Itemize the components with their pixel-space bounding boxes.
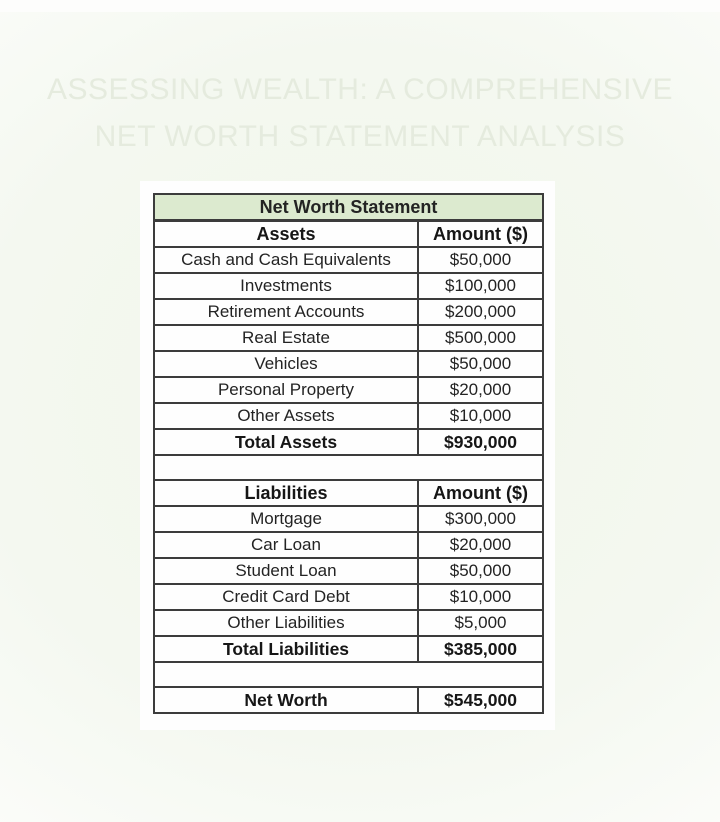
liabilities-amount-column-header: Amount ($) <box>418 480 543 506</box>
table-row <box>154 377 543 403</box>
table-row <box>154 299 543 325</box>
liability-label: Mortgage <box>154 506 418 532</box>
assets-amount-column-header: Amount ($) <box>418 221 543 248</box>
page-top-margin <box>0 0 720 12</box>
net-worth-row <box>154 687 543 713</box>
empty-spacer-cell <box>154 455 543 480</box>
liability-amount: $5,000 <box>418 610 543 636</box>
table-row <box>154 610 543 636</box>
total-liabilities-amount: $385,000 <box>418 636 543 662</box>
net-worth-amount: $545,000 <box>418 687 543 713</box>
asset-label: Other Assets <box>154 403 418 429</box>
spacer-row <box>154 662 543 687</box>
total-liabilities-row <box>154 636 543 662</box>
table-row <box>154 247 543 273</box>
asset-label: Retirement Accounts <box>154 299 418 325</box>
table-row <box>154 325 543 351</box>
asset-label: Investments <box>154 273 418 299</box>
asset-amount: $100,000 <box>418 273 543 299</box>
assets-column-header: Assets <box>154 221 418 248</box>
asset-amount: $50,000 <box>418 351 543 377</box>
net-worth-statement-table <box>153 193 544 714</box>
table-row <box>154 273 543 299</box>
table-row <box>154 403 543 429</box>
assets-header-row <box>154 221 543 248</box>
total-assets-label: Total Assets <box>154 429 418 455</box>
liability-label: Other Liabilities <box>154 610 418 636</box>
total-assets-row <box>154 429 543 455</box>
net-worth-label: Net Worth <box>154 687 418 713</box>
spacer-row <box>154 455 543 480</box>
asset-label: Personal Property <box>154 377 418 403</box>
table-title: Net Worth Statement <box>154 194 543 221</box>
liability-amount: $10,000 <box>418 584 543 610</box>
table-row <box>154 558 543 584</box>
asset-label: Vehicles <box>154 351 418 377</box>
empty-spacer-cell <box>154 662 543 687</box>
liabilities-header-row <box>154 480 543 506</box>
liability-label: Credit Card Debt <box>154 584 418 610</box>
liability-label: Student Loan <box>154 558 418 584</box>
asset-label: Real Estate <box>154 325 418 351</box>
liability-amount: $300,000 <box>418 506 543 532</box>
table-title-row <box>154 194 543 221</box>
table-row <box>154 351 543 377</box>
page-title-line-2: NET WORTH STATEMENT ANALYSIS <box>94 120 626 153</box>
asset-amount: $500,000 <box>418 325 543 351</box>
liability-label: Car Loan <box>154 532 418 558</box>
asset-amount: $10,000 <box>418 403 543 429</box>
asset-amount: $50,000 <box>418 247 543 273</box>
page-title-line-1: ASSESSING WEALTH: A COMPREHENSIVE <box>46 73 674 106</box>
total-liabilities-label: Total Liabilities <box>154 636 418 662</box>
asset-amount: $20,000 <box>418 377 543 403</box>
table-row <box>154 532 543 558</box>
liability-amount: $20,000 <box>418 532 543 558</box>
asset-label: Cash and Cash Equivalents <box>154 247 418 273</box>
statement-card <box>140 181 555 730</box>
page-title <box>0 66 720 160</box>
liability-amount: $50,000 <box>418 558 543 584</box>
total-assets-amount: $930,000 <box>418 429 543 455</box>
asset-amount: $200,000 <box>418 299 543 325</box>
liabilities-column-header: Liabilities <box>154 480 418 506</box>
table-row <box>154 506 543 532</box>
table-row <box>154 584 543 610</box>
